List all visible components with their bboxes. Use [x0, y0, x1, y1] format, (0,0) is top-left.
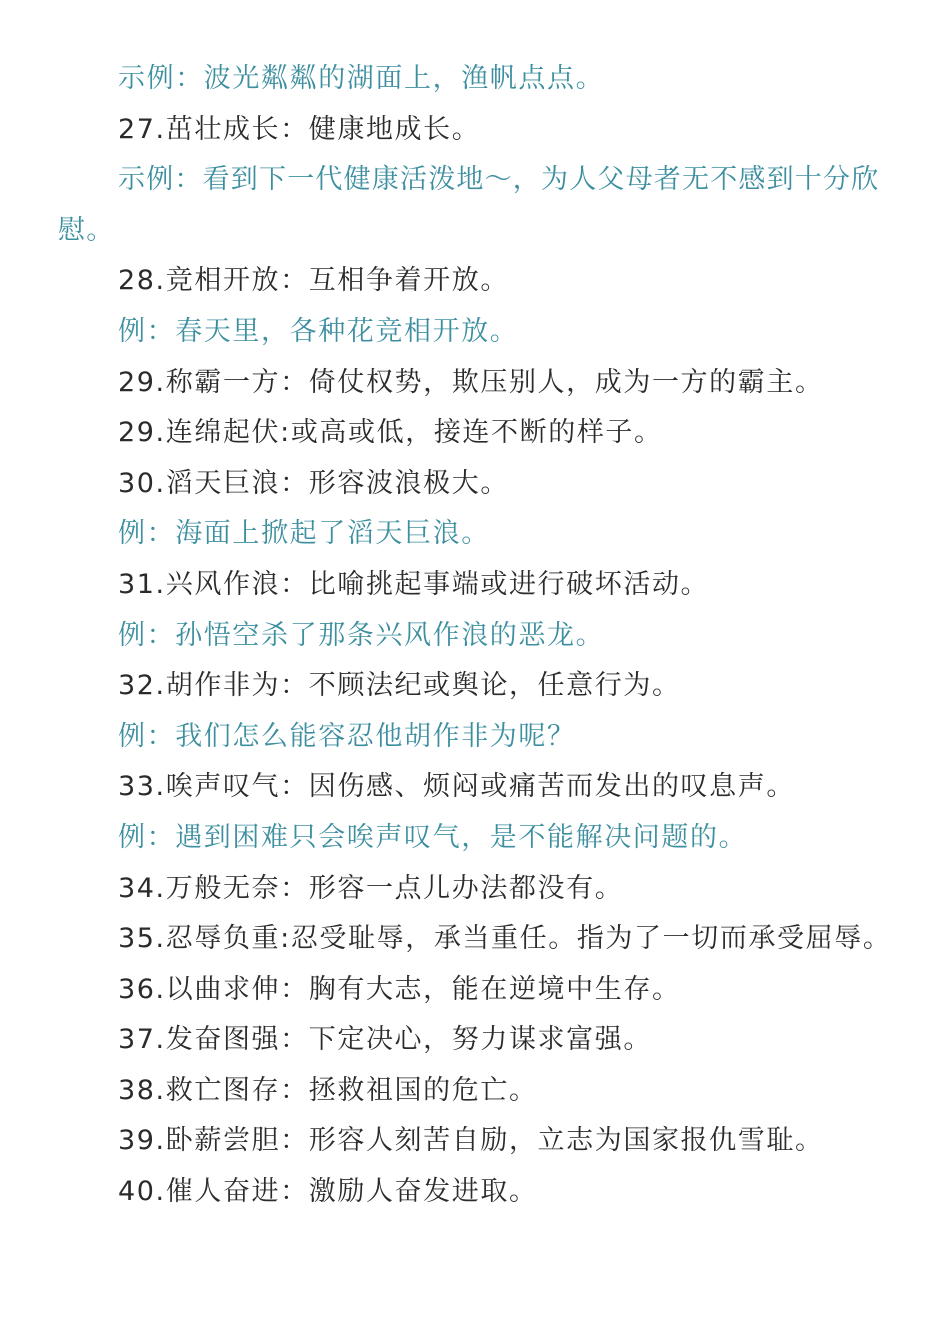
example-line: 例：孙悟空杀了那条兴风作浪的恶龙。 [118, 619, 605, 651]
idiom-entry: 28.竞相开放：互相争着开放。 [118, 265, 509, 297]
idiom-entry: 36.以曲求伸：胸有大志，能在逆境中生存。 [118, 973, 681, 1005]
idiom-entry: 30.滔天巨浪：形容波浪极大。 [118, 467, 509, 499]
idiom-entry: 40.催人奋进：激励人奋发进取。 [118, 1176, 538, 1208]
idiom-entry: 34.万般无奈：形容一点儿办法都没有。 [118, 872, 624, 904]
example-line: 示例：看到下一代健康活泼地～，为人父母者无不感到十分欣慰。 [58, 164, 880, 246]
idiom-entry: 39.卧薪尝胆：形容人刻苦自励，立志为国家报仇雪耻。 [118, 1125, 824, 1157]
idiom-entry: 31.兴风作浪：比喻挑起事端或进行破坏活动。 [118, 568, 710, 600]
idiom-entry: 38.救亡图存：拯救祖国的危亡。 [118, 1074, 538, 1106]
idiom-entry: 37.发奋图强：下定决心，努力谋求富强。 [118, 1024, 652, 1056]
idiom-entry: 27.茁壮成长：健康地成长。 [118, 113, 481, 145]
idiom-entry: 29.称霸一方：倚仗权势，欺压别人，成为一方的霸主。 [118, 366, 824, 398]
idiom-entry: 32.胡作非为：不顾法纪或舆论，任意行为。 [118, 670, 681, 702]
idiom-entry: 33.唉声叹气：因伤感、烦闷或痛苦而发出的叹息声。 [118, 771, 795, 803]
example-line: 例：春天里，各种花竞相开放。 [118, 315, 519, 347]
example-line: 示例：波光粼粼的湖面上，渔帆点点。 [118, 63, 605, 94]
idiom-entry: 29.连绵起伏:或高或低，接连不断的样子。 [118, 417, 663, 449]
idiom-entry: 35.忍辱负重:忍受耻辱，承当重任。指为了一切而承受屈辱。 [118, 923, 892, 955]
example-line: 例：海面上掀起了滔天巨浪。 [118, 518, 490, 550]
example-line: 例：遇到困难只会唉声叹气，是不能解决问题的。 [118, 821, 748, 853]
example-line: 例：我们怎么能容忍他胡作非为呢？ [118, 720, 576, 752]
